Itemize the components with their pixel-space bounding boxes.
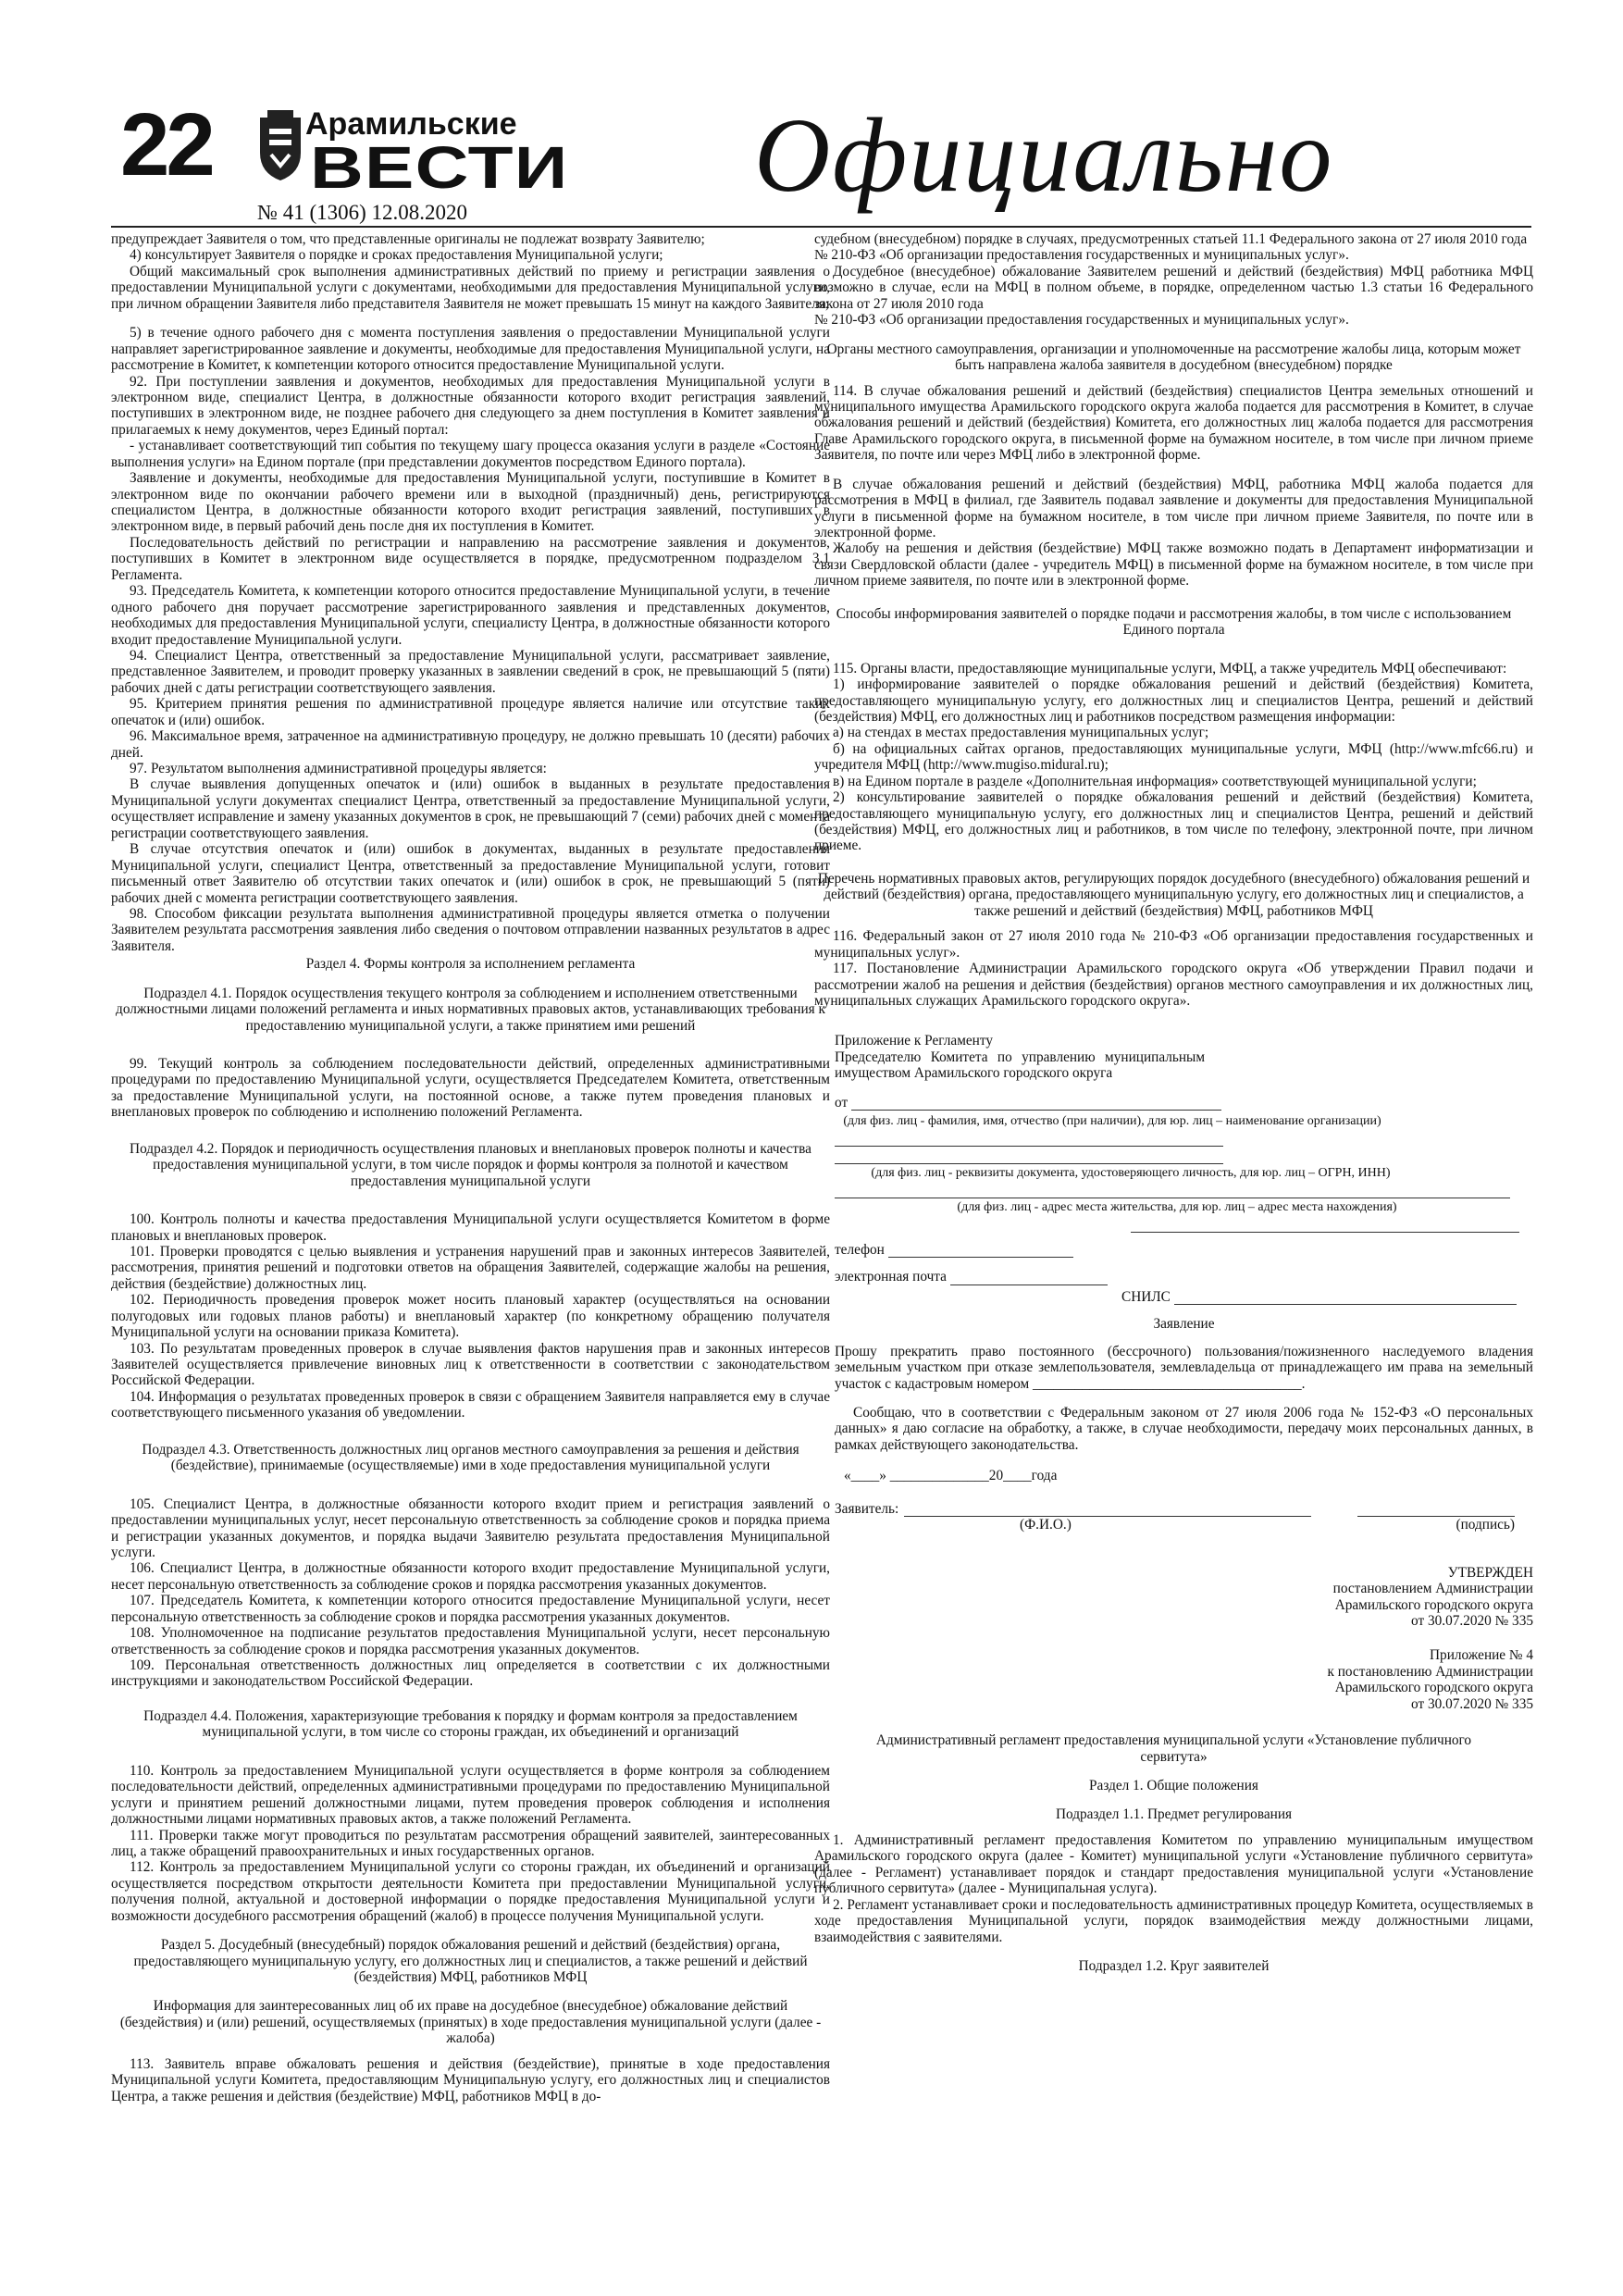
- approved-line: от 30.07.2020 № 335: [1411, 1612, 1533, 1629]
- paragraph: 113. Заявитель вправе обжаловать решения и действия (бездействие), принятые в ходе предоставления Муниципальной услуги Комитета, предоставляющим Муниципальную услугу, его должностных лиц и специалистов Центра, а также решения и действия (бездействие) МФЦ, работников МФЦ в до-: [111, 2055, 830, 2104]
- paragraph: 112. Контроль за предоставлением Муниципальной услуги со стороны граждан, их объединений и организаций осуществляется посредством открытости деятельности Комитета при предоставлении Муниципальной услуги, получения полной, актуальной и достоверной информации о порядке предоставления Муниципальной услуги и возможности досудебного рассмотрения обращений (жалоб) в процессе получения Муниципальной услуги.: [111, 1859, 830, 1924]
- blank-line[interactable]: [835, 1150, 1223, 1164]
- left-column: [111, 231, 830, 2104]
- date-line[interactable]: «____» ______________20____года: [844, 1468, 1058, 1484]
- paragraph: 1) информирование заявителей о порядке обжалования решений и действий (бездействия) Комитета, предоставляющего муниципальную услугу, его должностных лиц и специалистов Центра, решений и действий (бездействия) МФЦ, его должностных лиц и работников посредством размещения информации:: [814, 676, 1533, 725]
- email-label: электронная почта: [835, 1269, 947, 1285]
- subsection-heading: Подраздел 1.2. Круг заявителей: [1078, 1957, 1270, 1974]
- hint-address: (для физ. лиц - адрес места жительства, для юр. лиц – адрес места нахождения): [957, 1200, 1397, 1215]
- paragraph: Досудебное (внесудебное) обжалование Заявителем решений и действий (бездействия) МФЦ работника МФЦ возможно в случае, если на МФЦ в полном объеме, в порядке, определенном частью 1.3 статьи 16 Федерального закона от 27 июля 2010 года: [814, 263, 1533, 312]
- subsection-heading: Подраздел 4.2. Порядок и периодичность осуществления плановых и внеплановых проверок полноты и качества предоставления муниципальной услуги, в том числе порядок и формы контроля за полнотой и качеством предоставления муниципальной услуги: [130, 1140, 812, 1189]
- subsection-heading: Способы информирования заявителей о порядке подачи и рассмотрения жалобы, в том числе с использованием Единого портала: [836, 605, 1512, 639]
- paragraph: 104. Информация о результатах проведенных проверок в связи с обращением Заявителя направляется ему в случае соответствующего письменного указания об уведомлении.: [111, 1388, 830, 1421]
- subsection-heading: Подраздел 1.1. Предмет регулирования: [1055, 1806, 1293, 1823]
- paragraph: 98. Способом фиксации результата выполнения административной процедуры является отметка о получении Заявителем результата рассмотрения заявления либо сведения о почтовом отправлении названных результатов в адрес Заявителя.: [111, 905, 830, 954]
- masthead-rule: [111, 226, 1531, 228]
- section-heading: Раздел 5. Досудебный (внесудебный) порядок обжалования решений и действий (бездействия) органа, предоставляющего муниципальную услугу, его должностных лиц и специалистов, а также решений и действий (бездействия) МФЦ, работников МФЦ: [133, 1937, 808, 1985]
- paragraph: 2. Регламент устанавливает сроки и последовательность административных процедур Комитета, осуществляемых в ходе предоставления Муниципальной услуги, порядок взаимодействия между должностными лицами, взаимодействия с заявителями.: [814, 1896, 1533, 1945]
- issue-line: № 41 (1306) 12.08.2020: [257, 201, 468, 224]
- section-heading: Раздел 1. Общие положения: [1089, 1778, 1258, 1794]
- approved-line: постановлением Администрации: [1332, 1581, 1533, 1597]
- hint-document: (для физ. лиц - реквизиты документа, удостоверяющего личность, для юр. лиц – ОГРН, ИНН): [871, 1166, 1391, 1181]
- form-addressee: Председателю Комитета по управлению муниципальным имуществом Арамильского городского округа: [835, 1049, 1205, 1082]
- form-consent: Сообщаю, что в соответствии с Федеральным законом от 27 июля 2006 года № 152-ФЗ «О персональных данных» я даю согласие на обработку, а также, в случае необходимости, передачу моих персональных данных, в рамках действующего законодательства.: [835, 1405, 1533, 1453]
- paragraph: В случае отсутствия опечаток и (или) ошибок в документах, выданных в результате предоставления Муниципальной услуги, специалист Центра, ответственный за предоставление Муниципальной услуги, готовит письменный ответ Заявителю об отсутствии таких опечаток и (или) ошибок в срок, не превышающий 5 (пяти) рабочих дней с момента регистрации соответствующего заявления.: [111, 841, 830, 906]
- paragraph: 111. Проверки также могут проводиться по результатам рассмотрения обращений заявителей, заинтересованных лиц, а также обращений правоохранительных и иных государственных органов.: [111, 1827, 830, 1859]
- paragraph: 106. Специалист Центра, в должностные обязанности которого входит предоставление Муниципальной услуги, несет персональную ответственность за соблюдение сроков и порядка рассмотрения указанных документов.: [111, 1560, 830, 1593]
- email-field[interactable]: [950, 1272, 1108, 1285]
- paragraph: 103. По результатам проведенных проверок в случае выявления фактов нарушения прав и законных интересов Заявителей осуществляется привлечение виновных лиц к ответственности в соответствии с законодательством Российской Федерации.: [111, 1340, 830, 1389]
- paragraph: 110. Контроль за предоставлением Муниципальной услуги осуществляется в форме контроля за соблюдением последовательности действий, определенных административными процедурами по предоставлению Муниципальной услуги и принятием решений должностными лицами, путем проведения проверок соблюдения и исполнения должностными лицами нормативных правовых актов, а также положений Регламента.: [111, 1762, 830, 1828]
- blank-line[interactable]: [835, 1185, 1510, 1198]
- paragraph: 101. Проверки проводятся с целью выявления и устранения нарушений прав и законных интересов Заявителей, рассмотрения, принятия решений и подготовки ответов на обращения Заявителей, содержащие жалобы на решения, действия (бездействие) должностных лиц.: [111, 1243, 830, 1292]
- masthead: [111, 97, 1536, 227]
- paragraph: 117. Постановление Администрации Арамильского городского округа «Об утверждении Правил подачи и рассмотрении жалоб на решения и действия (бездействия) органов местного самоуправления и их должностных лиц, муниципальных служащих Арамильского городского округа».: [814, 961, 1533, 1009]
- page-number: 22: [120, 95, 212, 194]
- appendix4-line: Арамильского городского округа: [1334, 1680, 1533, 1696]
- from-label: от: [835, 1094, 849, 1111]
- appendix4-line: от 30.07.2020 № 335: [1411, 1695, 1533, 1712]
- paragraph: Заявление и документы, необходимые для предоставления Муниципальной услуги, поступившие в Комитет в электронном виде по окончании рабочего времени или в выходной (праздничный) день, регистрируются специалистом Центра, в должностные обязанности которого входит регистрация заявлений, поступивших в электронном виде, в первый рабочий день после дня их поступления в Комитет.: [111, 470, 830, 535]
- paragraph: 100. Контроль полноты и качества предоставления Муниципальной услуги осуществляется Комитетом в форме плановых и внеплановых проверок.: [111, 1211, 830, 1244]
- paragraph: в) на Едином портале в разделе «Дополнительная информация» соответствующей муниципальной услуги;: [833, 773, 1477, 789]
- paragraph: Жалобу на решения и действия (бездействие) МФЦ также возможно подать в Департамент информатизации и связи Свердловской области (далее - учредитель МФЦ) в письменной форме на бумажном носителе, в том числе при личном приеме заявителя, по почте или в электронной форме.: [814, 540, 1533, 590]
- paragraph: 96. Максимальное время, затраченное на административную процедуру, не должно превышать 10 (десяти) рабочих дней.: [111, 728, 830, 761]
- paragraph: 4) консультирует Заявителя о порядке и сроках предоставления Муниципальной услуги;: [130, 247, 663, 264]
- approved-block: [814, 1565, 1533, 1630]
- paragraph: 115. Органы власти, предоставляющие муниципальные услуги, МФЦ, а также учредитель МФЦ обеспечивают:: [833, 660, 1507, 676]
- applicant-label: Заявитель:: [835, 1500, 899, 1517]
- reglament-title: Административный регламент предоставления муниципальной услуги «Установление публичного сервитута»: [875, 1732, 1472, 1765]
- blank-line[interactable]: [1131, 1219, 1519, 1233]
- paragraph: 99. Текущий контроль за соблюдением последовательности действий, определенных административными процедурами по предоставлению Муниципальной услуги, осуществляется Председателем Комитета, ответственным за предоставление Муниципальной услуги, на постоянной основе, а также путем проведения плановых и внеплановых проверок по соблюдению и исполнению положений Регламента.: [111, 1056, 830, 1121]
- subsection-heading: Подраздел 4.4. Положения, характеризующие требования к порядку и формам контроля за предоставлением муниципальной услуги, в том числе со стороны граждан, их объединений и организаций: [143, 1707, 798, 1741]
- paragraph: 94. Специалист Центра, ответственный за предоставление Муниципальной услуги, рассматривает заявление, представленное Заявителем, и проводит проверку указанных в заявлении сведений в срок, не превышающий 5 (пяти) рабочих дней с даты регистрации соответствующего заявления.: [111, 647, 830, 696]
- paragraph: № 210-ФЗ «Об организации предоставления государственных и муниципальных услуг».: [814, 312, 1349, 329]
- paragraph: 102. Периодичность проведения проверок может носить плановый характер (осуществляться на основании полугодовых или годовых планов работы) и внеплановый характер (по конкретному обращению получателя Муниципальной услуги на основании приказа Комитета).: [111, 1292, 830, 1341]
- paragraph: б) на официальных сайтах органов, предоставляющих муниципальные услуги, МФЦ (http://www.mfc66.ru) и учредителя МФЦ (http://www.mugiso.midural.ru);: [814, 740, 1533, 774]
- form-title: Заявление: [1153, 1316, 1215, 1333]
- subsection-heading: Перечень нормативных правовых актов, регулирующих порядок досудебного (внесудебного) обжалования решений и действий (бездействия) органа, предоставляющего муниципальную услугу, его должностных лиц и специалистов, а также решений и действий (бездействия) МФЦ, работников МФЦ: [817, 870, 1530, 919]
- paragraph: 92. При поступлении заявления и документов, необходимых для предоставления Муниципальной услуги в электронном виде, специалист Центра, в должностные обязанности которого входит регистрация заявлений, поступивших в электронном виде, не позднее рабочего дня следующего за днем поступления в Комитет заявления и прилагаемых к нему документов, через Единый портал:: [111, 373, 830, 438]
- paragraph: В случае обжалования решений и действий (бездействия) МФЦ, работника МФЦ жалоба подается для рассмотрения в МФЦ в филиал, где Заявитель подавал заявление и документы для предоставления Муниципальной услуги в письменной форме на бумажном носителе, в том числе при личном приеме Заявителя, по почте или в электронной форме.: [814, 476, 1533, 540]
- subsection-heading: Подраздел 4.1. Порядок осуществления текущего контроля за соблюдением и исполнением ответственными должностными лицами положений регламента и иных нормативных правовых актов, устанавливающих требования к предоставлению муниципальной услуги, а также принятием ими решений: [116, 985, 825, 1034]
- coat-of-arms-icon: [254, 108, 306, 182]
- approved-title: УТВЕРЖДЕН: [1447, 1564, 1533, 1581]
- paragraph: 5) в течение одного рабочего дня с момента поступления заявления о предоставлении Муниципальной услуги направляет зарегистрированное заявление и документы, необходимые для предоставления Муниципальной услуги, на рассмотрение в Комитет, к компетенции которого относится предоставление Муниципальной услуги.: [111, 325, 830, 374]
- paragraph: 107. Председатель Комитета, к компетенции которого относится предоставление Муниципальной услуги, несет персональную ответственность за соблюдение сроков и порядка рассмотрения указанных документов.: [111, 1593, 830, 1625]
- logo-top-text: Арамильские: [305, 106, 517, 142]
- logo-main-text: ВЕСТИ: [310, 134, 569, 201]
- paragraph: № 210-ФЗ «Об организации предоставления государственных и муниципальных услуг».: [814, 247, 1349, 264]
- sign-label: (подпись): [1456, 1517, 1515, 1533]
- paragraph: 116. Федеральный закон от 27 июля 2010 года № 210-ФЗ «Об организации предоставления государственных и муниципальных услуг».: [814, 928, 1533, 961]
- paragraph: 114. В случае обжалования решений и действий (бездействия) специалистов Центра земельных отношений и муниципального имущества Арамильского городского округа жалоба подается для рассмотрения в Комитет, в случае обжалования решений и действий (бездействия) Комитета, его должностных лиц жалоба подается для рассмотрения Главе Арамильского городского округа, в письменной форме на бумажном носителе, в том числе при личном приеме Заявителя, по почте или через МФЦ либо в электронной форме.: [814, 382, 1533, 464]
- paragraph: предупреждает Заявителя о том, что представленные оригиналы не подлежат возврату Заявителю;: [111, 231, 705, 247]
- blank-line[interactable]: [835, 1133, 1223, 1147]
- paragraph: В случае выявления допущенных опечаток и (или) ошибок в выданных в результате предоставления Муниципальной услуги документах специалист Центра, ответственный за предоставление Муниципальной услуги, осуществляет исправление и замену указанных документов в срок, не превышающий 7 (семи) рабочих дней с момента регистрации соответствующего заявления.: [111, 776, 830, 841]
- phone-label: телефон: [835, 1241, 885, 1258]
- paragraph: 109. Персональная ответственность должностных лиц определяется в соответствии с их должностными инструкциями и законодательством Российской Федерации.: [111, 1657, 830, 1690]
- appendix4-line: Приложение № 4: [1430, 1647, 1533, 1664]
- form-request: Прошу прекратить право постоянного (бессрочного) пользования/пожизненного наследуемого владения земельным участком при отказе землепользователя, землевладельца от принадлежащего им права на земельный участок с кадастровым номером ______________________________________.: [835, 1343, 1533, 1392]
- snils-label: СНИЛС: [1121, 1288, 1171, 1305]
- paragraph: 1. Административный регламент предоставления Комитетом по управлению муниципальным имуществом Арамильского городского округа (далее - Комитет) муниципальной услуги «Установление публичного сервитута» (далее - Регламент) устанавливает порядок и стандарт предоставления муниципальной услуги «Установление публичного сервитута» (далее - Муниципальная услуга).: [814, 1831, 1533, 1897]
- approved-line: Арамильского городского округа: [1334, 1596, 1533, 1613]
- paragraph: 97. Результатом выполнения административной процедуры является:: [130, 761, 547, 776]
- subsection-heading: Информация для заинтересованных лиц об их праве на досудебное (внесудебное) обжалование действий (бездействия) и (или) решений, осуществляемых (принятых) в ходе предоставления муниципальной услуги (далее - жалоба): [119, 1998, 822, 2047]
- paragraph: 105. Специалист Центра, в должностные обязанности которого входит прием и регистрация заявлений о предоставлении муниципальных услуг, несет персональную ответственность за соблюдение сроков и порядка приема и регистрации указанных документов, и порядка выдачи Заявителю результата предоставления Муниципальной услуги.: [111, 1496, 830, 1560]
- snils-field[interactable]: [1174, 1291, 1517, 1305]
- paragraph: 2) консультирование заявителей о порядке обжалования решений и действий (бездействия) Комитета, предоставляющего муниципальную услугу, его должностных лиц и специалистов Центра, решений и действий (бездействия) МФЦ, его должностных лиц и работников, в том числе по телефону, электронной почте, при личном приеме.: [814, 789, 1533, 854]
- paragraph: 108. Уполномоченное на подписание результатов предоставления Муниципальной услуги, несет персональную ответственность за соблюдение сроков и порядка рассмотрения указанных документов.: [111, 1625, 830, 1657]
- fio-label: (Ф.И.О.): [1020, 1517, 1072, 1533]
- name-field[interactable]: [851, 1097, 1221, 1111]
- subsection-heading: Подраздел 4.3. Ответственность должностных лиц органов местного самоуправления за решения и действия (бездействие), принимаемые (осуществляемые) ими в ходе предоставления муниципальной услуги: [142, 1441, 799, 1474]
- appendix4-block: [814, 1647, 1533, 1712]
- paragraph: а) на стендах в местах предоставления муниципальных услуг;: [833, 725, 1209, 741]
- appendix4-line: к постановлению Администрации: [1327, 1663, 1533, 1680]
- paragraph: Общий максимальный срок выполнения административных действий по приему и регистрации заявления о предоставлении Муниципальной услуги с документами, необходимыми для предоставления Муниципальной услуги, при личном обращении Заявителя либо представителя Заявителя не может превышать 15 минут на каждого Заявителя;: [111, 263, 830, 312]
- right-column: [814, 231, 1533, 1983]
- section-heading: Раздел 4. Формы контроля за исполнением регламента: [305, 956, 636, 973]
- paragraph: 95. Критерием принятия решения по административной процедуре является наличие или отсутствие таких опечаток и (или) ошибок.: [111, 696, 830, 728]
- form-appendix: Приложение к Регламенту: [835, 1033, 993, 1049]
- paragraph: 93. Председатель Комитета, к компетенции которого относится предоставление Муниципальной услуги, в течение одного рабочего дня поручает рассмотрение зарегистрированного заявления и представленных документов, необходимых для предоставления Муниципальной услуги, специалисту Центра, в должностные обязанности которого входит предоставление Муниципальной услуги.: [111, 583, 830, 648]
- phone-field[interactable]: [888, 1244, 1073, 1258]
- application-form: [814, 1033, 1533, 1533]
- section-title: Официально: [754, 96, 1334, 214]
- hint-name: (для физ. лиц - фамилия, имя, отчество (при наличии), для юр. лиц – наименование организации): [843, 1114, 1381, 1129]
- subsection-heading: Органы местного самоуправления, организации и уполномоченные на рассмотрение жалобы лица, которым может быть направлена жалоба заявителя в досудебном (внесудебном) порядке: [826, 341, 1521, 374]
- paragraph: судебном (внесудебном) порядке в случаях, предусмотренных статьей 11.1 Федерального закона от 27 июля 2010 года: [814, 231, 1528, 247]
- paragraph: Последовательность действий по регистрации и направлению на рассмотрение заявления и документов, поступивших в Комитет в электронном виде осуществляется в порядке, предусмотренном подразделом 3.1 Регламента.: [111, 534, 830, 583]
- paragraph: - устанавливает соответствующий тип события по текущему шагу процесса оказания услуги в разделе «Состояние выполнения услуги» на Едином портале (при представлении документов посредством Единого портала).: [111, 438, 830, 470]
